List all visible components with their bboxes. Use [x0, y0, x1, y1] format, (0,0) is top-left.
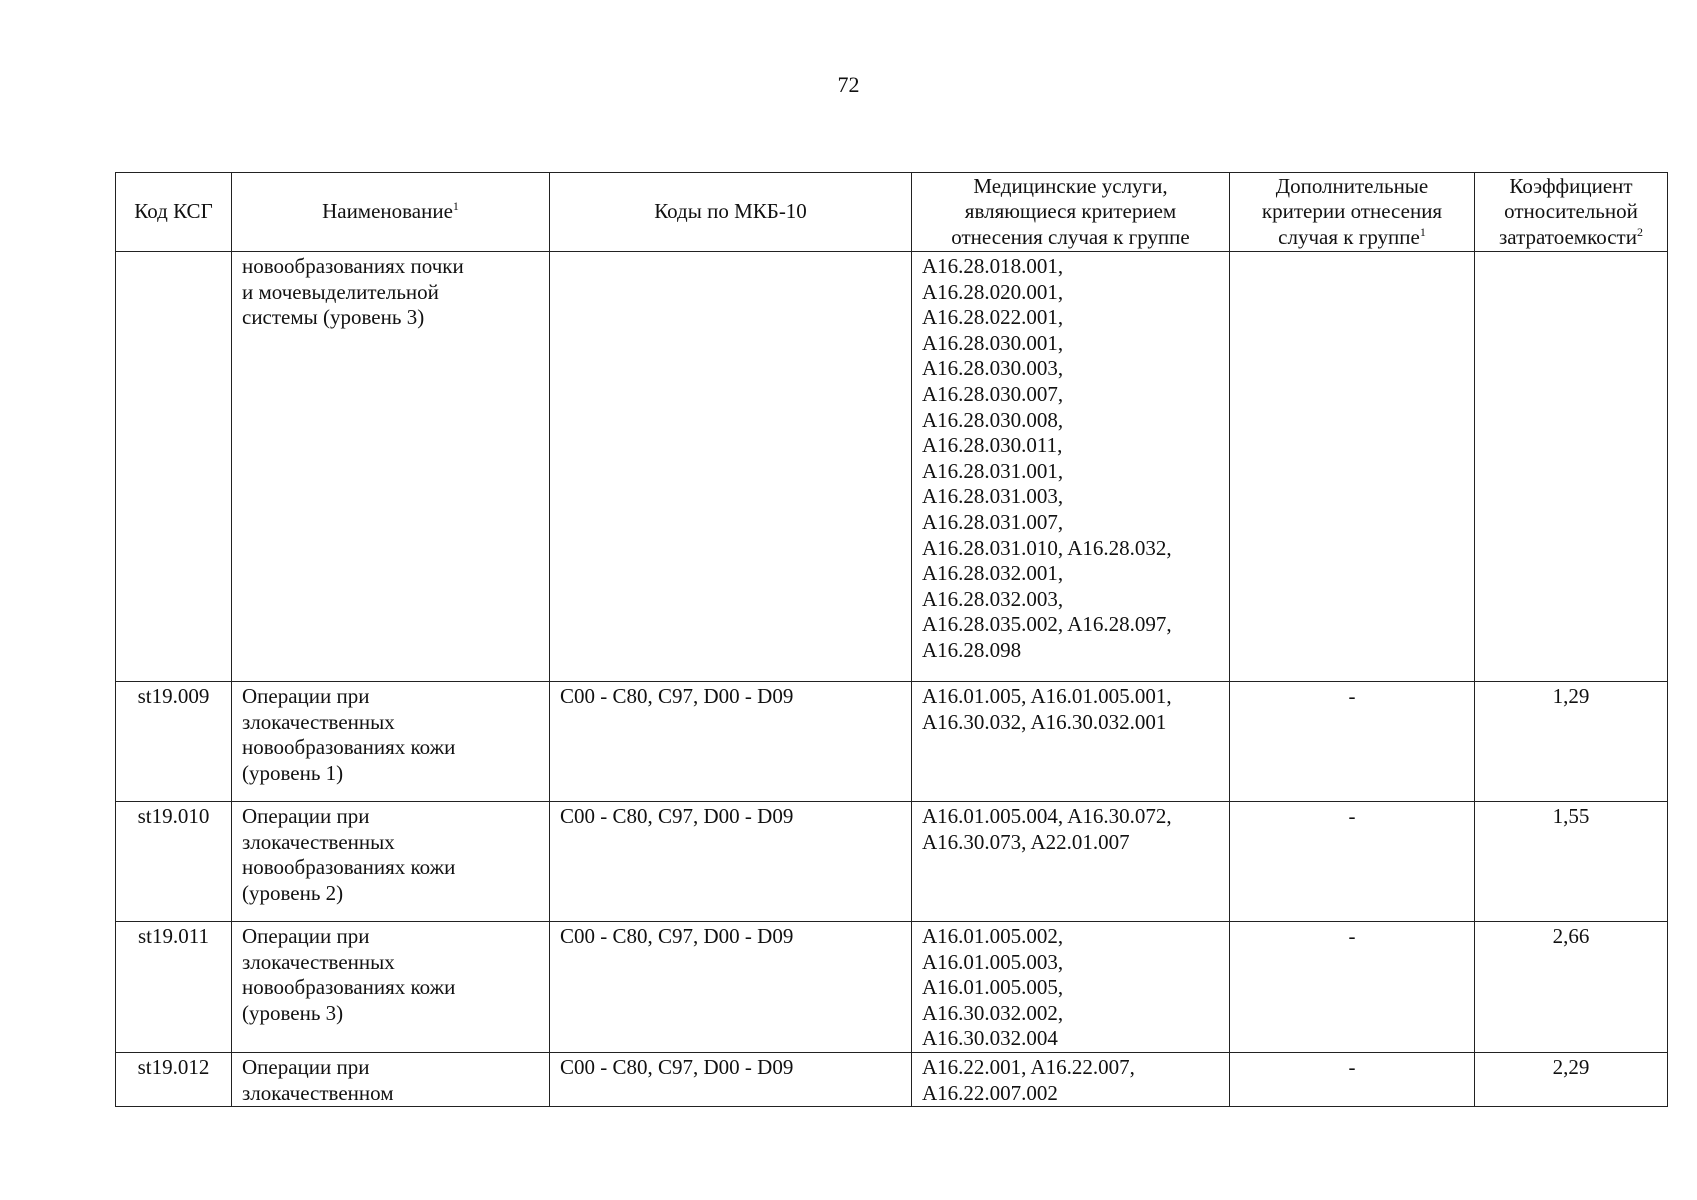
cell-extra-criteria: - — [1230, 922, 1475, 1053]
cell-services: A16.01.005.002, A16.01.005.003, A16.01.005.005, A16.30.032.002, A16.30.032.004 — [912, 922, 1230, 1053]
ksg-table — [115, 172, 1668, 1107]
cell-extra-criteria: - — [1230, 682, 1475, 802]
cell-services: A16.01.005.004, A16.30.072, A16.30.073, A22.01.007 — [912, 802, 1230, 922]
footnote-marker: 1 — [452, 199, 459, 214]
cell-extra-criteria — [1230, 252, 1475, 682]
table-header-row — [116, 173, 1668, 252]
cell-mkb: C00 - C80, C97, D00 - D09 — [550, 802, 912, 922]
cell-code: st19.010 — [116, 802, 232, 922]
cell-mkb — [550, 252, 912, 682]
cell-name: Операции при злокачественных новообразованиях кожи (уровень 1) — [232, 682, 550, 802]
cell-extra-criteria: - — [1230, 1052, 1475, 1106]
cell-coefficient: 1,29 — [1475, 682, 1668, 802]
header-name: Наименование$^1$ — [232, 173, 550, 252]
header-extra-criteria: Дополнительные критерии отнесения случая к группе$^1$ — [1230, 173, 1475, 252]
cell-code — [116, 252, 232, 682]
cell-services: A16.22.001, A16.22.007, A16.22.007.002 — [912, 1052, 1230, 1106]
table-row — [116, 1052, 1668, 1106]
table-row — [116, 802, 1668, 922]
cell-extra-criteria: - — [1230, 802, 1475, 922]
cell-code: st19.012 — [116, 1052, 232, 1106]
cell-coefficient — [1475, 252, 1668, 682]
cell-services: A16.28.018.001, A16.28.020.001, A16.28.022.001, A16.28.030.001, A16.28.030.003, A16.28.030.007, A16.28.030.008, A16.28.030.011, A16.28.031.001, A16.28.031.003, A16.28.031.007, A16.28.031.010, A16.28.032, A16.28.032.001, A16.28.032.003, A16.28.035.002, A16.28.097, A16.28.098 — [912, 252, 1230, 682]
cell-mkb: C00 - C80, C97, D00 - D09 — [550, 682, 912, 802]
cell-code: st19.009 — [116, 682, 232, 802]
table-row — [116, 922, 1668, 1053]
footnote-marker: 2 — [1636, 224, 1643, 239]
page-number: 72 — [837, 72, 860, 97]
cell-coefficient: 1,55 — [1475, 802, 1668, 922]
cell-name: Операции при злокачественном — [232, 1052, 550, 1106]
header-coefficient: Коэффициент относительной затратоемкости$^2$ — [1475, 173, 1668, 252]
header-mkb: Коды по МКБ-10 — [550, 173, 912, 252]
cell-name: новообразованиях почки и мочевыделительной системы (уровень 3) — [232, 252, 550, 682]
header-code: Код КСГ — [116, 173, 232, 252]
cell-name: Операции при злокачественных новообразованиях кожи (уровень 2) — [232, 802, 550, 922]
cell-name: Операции при злокачественных новообразованиях кожи (уровень 3) — [232, 922, 550, 1053]
cell-services: A16.01.005, A16.01.005.001, A16.30.032, A16.30.032.001 — [912, 682, 1230, 802]
cell-coefficient: 2,66 — [1475, 922, 1668, 1053]
header-services: Медицинские услуги, являющиеся критерием отнесения случая к группе — [912, 173, 1230, 252]
footnote-marker: 1 — [1419, 224, 1426, 239]
cell-coefficient: 2,29 — [1475, 1052, 1668, 1106]
cell-mkb: C00 - C80, C97, D00 - D09 — [550, 922, 912, 1053]
cell-mkb: C00 - C80, C97, D00 - D09 — [550, 1052, 912, 1106]
table-row — [116, 252, 1668, 682]
table-row — [116, 682, 1668, 802]
cell-code: st19.011 — [116, 922, 232, 1053]
